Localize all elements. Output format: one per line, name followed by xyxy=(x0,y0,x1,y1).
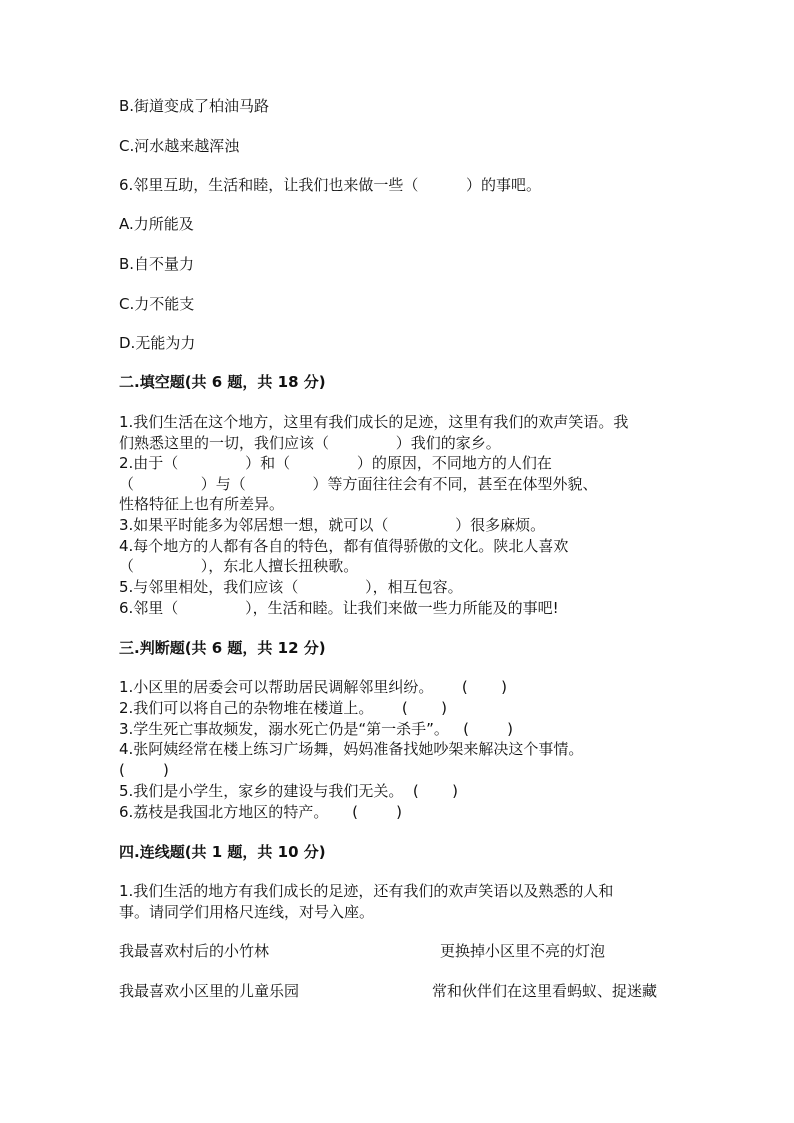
section3-line: 3.学生死亡事故频发，溺水死亡仍是“第一杀手”。 ( ) xyxy=(119,720,514,738)
q6-option-d: D.无能为力 xyxy=(119,334,196,352)
q6-option-c: C.力不能支 xyxy=(119,295,195,313)
section2-line: 3.如果平时能多为邻居想一想，就可以（ ）很多麻烦。 xyxy=(119,516,546,534)
section4-line: 1.我们生活的地方有我们成长的足迹，还有我们的欢声笑语以及熟悉的人和 xyxy=(119,882,614,900)
section2-line: 5.与邻里相处，我们应该（ ），相互包容。 xyxy=(119,578,463,596)
section3-line: 5.我们是小学生，家乡的建设与我们无关。 ( ) xyxy=(119,782,458,800)
section2-title: 二.填空题(共 6 题，共 18 分) xyxy=(119,373,326,391)
section2-line: （ ），东北人擅长扭秧歌。 xyxy=(119,557,359,575)
section2-line: 们熟悉这里的一切，我们应该（ ）我们的家乡。 xyxy=(119,434,501,452)
section4-line: 事。请同学们用格尺连线，对号入座。 xyxy=(119,903,375,921)
match-right-item: 更换掉小区里不亮的灯泡 xyxy=(440,942,606,960)
section3-line: 6.荔枝是我国北方地区的特产。 ( ) xyxy=(119,803,403,821)
match-right-item: 常和伙伴们在这里看蚂蚁、捉迷藏 xyxy=(432,982,658,1000)
section2-line: 6.邻里（ ），生活和睦。让我们来做一些力所能及的事吧! xyxy=(119,599,559,617)
q6-option-b: B.自不量力 xyxy=(119,255,195,273)
section2-line: 1.我们生活在这个地方，这里有我们成长的足迹，这里有我们的欢声笑语。我 xyxy=(119,413,629,431)
section3-title: 三.判断题(共 6 题，共 12 分) xyxy=(119,639,326,657)
q5-option-b: B.街道变成了柏油马路 xyxy=(119,97,270,115)
section3-line: 2.我们可以将自己的杂物堆在楼道上。 ( ) xyxy=(119,699,448,717)
section4-title: 四.连线题(共 1 题，共 10 分) xyxy=(119,843,326,861)
section3-line: ( ) xyxy=(119,761,169,779)
section3-line: 4.张阿姨经常在楼上练习广场舞，妈妈准备找她吵架来解决这个事情。 xyxy=(119,740,584,758)
q5-option-c: C.河水越来越浑浊 xyxy=(119,137,240,155)
section2-line: （ ）与（ ）等方面往往会有不同，甚至在体型外貌、 xyxy=(119,475,598,493)
match-left-item: 我最喜欢小区里的儿童乐园 xyxy=(119,982,300,1000)
q6-option-a: A.力所能及 xyxy=(119,215,194,233)
q6-stem: 6.邻里互助，生活和睦，让我们也来做一些（ ）的事吧。 xyxy=(119,176,541,194)
section2-line: 2.由于（ ）和（ ）的原因，不同地方的人们在 xyxy=(119,454,552,472)
section3-line: 1.小区里的居委会可以帮助居民调解邻里纠纷。 ( ) xyxy=(119,678,508,696)
match-left-item: 我最喜欢村后的小竹林 xyxy=(119,942,270,960)
section2-line: 性格特征上也有所差异。 xyxy=(119,495,285,513)
section2-line: 4.每个地方的人都有各自的特色，都有值得骄傲的文化。陕北人喜欢 xyxy=(119,537,569,555)
